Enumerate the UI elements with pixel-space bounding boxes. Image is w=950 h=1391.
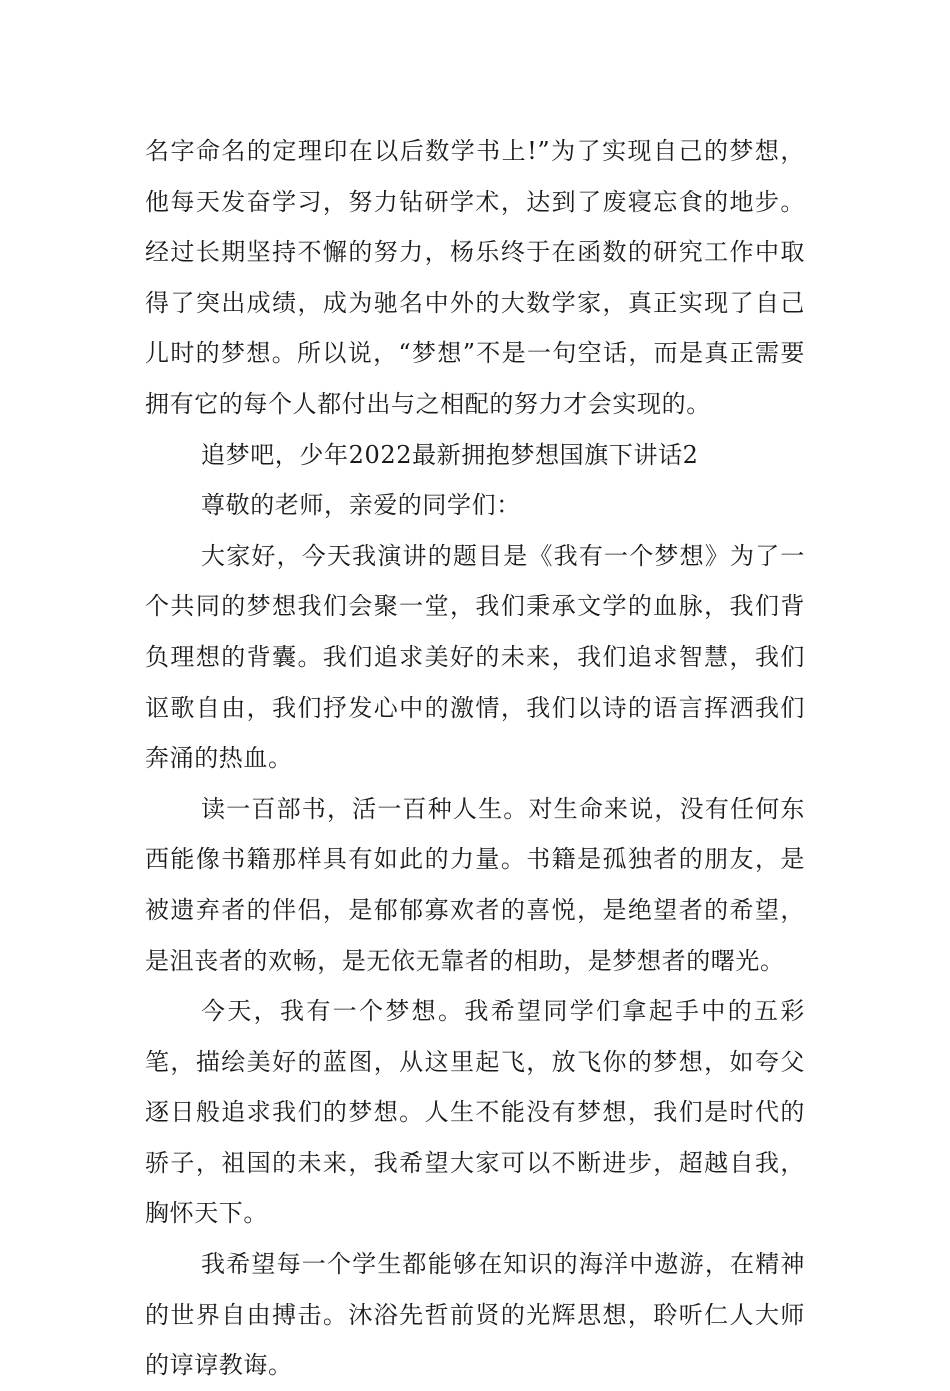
paragraph-opening: 大家好，今天我演讲的题目是《我有一个梦想》为了一个共同的梦想我们会聚一堂，我们秉承文学的血脉，我们背负理想的背囊。我们追求美好的未来，我们追求智慧，我们讴歌自由，我们抒发心中的激情，我们以诗的语言挥洒我们奔涌的热血。 [145, 541, 805, 773]
document-body [145, 126, 805, 1391]
paragraph-dream: 今天，我有一个梦想。我希望同学们拿起手中的五彩笔，描绘美好的蓝图，从这里起飞，放飞你的梦想，如夸父逐日般追求我们的梦想。人生不能没有梦想，我们是时代的骄子，祖国的未来，我希望大家可以不断进步，超越自我，胸怀天下。 [145, 997, 805, 1228]
paragraph-hope: 我希望每一个学生都能够在知识的海洋中遨游，在精神的世界自由搏击。沐浴先哲前贤的光辉思想，聆听仁人大师的谆谆教诲。 [145, 1250, 805, 1380]
section-title: 追梦吧，少年2022最新拥抱梦想国旗下讲话2 [201, 440, 699, 469]
salutation: 尊敬的老师，亲爱的同学们： [201, 491, 521, 520]
paragraph-continuation: 名字命名的定理印在以后数学书上!”为了实现自己的梦想，他每天发奋学习，努力钻研学术，达到了废寝忘食的地步。经过长期坚持不懈的努力，杨乐终于在函数的研究工作中取得了突出成绩，成为驰名中外的大数学家，真正实现了自己儿时的梦想。所以说，“梦想”不是一句空话，而是真正需要拥有它的每个人都付出与之相配的努力才会实现的。 [145, 137, 805, 418]
paragraph-books: 读一百部书，活一百种人生。对生命来说，没有任何东西能像书籍那样具有如此的力量。书籍是孤独者的朋友，是被遗弃者的伴侣，是郁郁寡欢者的喜悦，是绝望者的希望，是沮丧者的欢畅，是无依无靠者的相助，是梦想者的曙光。 [145, 794, 805, 975]
